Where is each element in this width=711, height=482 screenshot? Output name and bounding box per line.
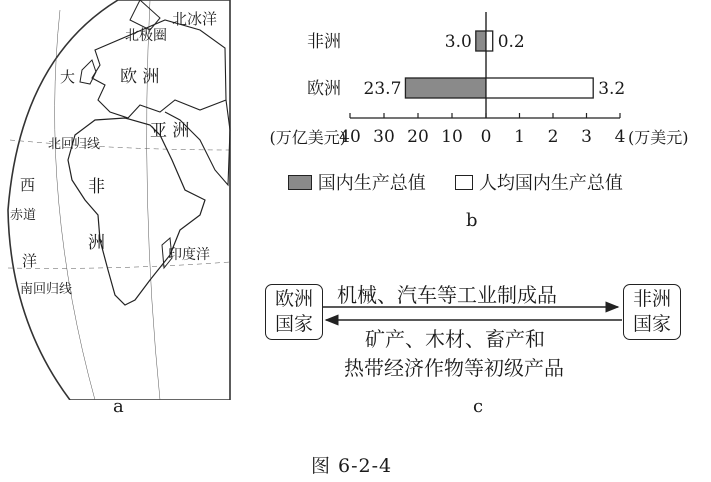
right-tick-label: 2 [547, 127, 559, 147]
panel-a-label: a [113, 396, 124, 417]
left-tick-label: 30 [373, 127, 395, 147]
map-label-equator: 赤道 [10, 208, 37, 223]
globe-outline [8, 0, 230, 400]
map-label-tropic-cancer: 北回归线 [48, 137, 101, 152]
legend-label-gdp: 国内生产总值 [317, 173, 426, 194]
africa-europe-map [0, 0, 236, 400]
panel-c-label: c [473, 396, 484, 417]
map-label-europe: 欧 洲 [120, 67, 160, 87]
left-axis-unit: (万亿美元) [269, 128, 346, 147]
map-label-atlantic-xi: 西 [20, 176, 36, 194]
top-flow-text: 机械、汽车等工业制成品 [337, 283, 557, 307]
right-tick-label: 4 [614, 127, 626, 147]
map-label-north-ice-ocean: 北冰洋 [172, 10, 218, 28]
gdp-per-capita-value-label: 0.2 [497, 32, 525, 52]
gdp-per-capita-bar [486, 31, 493, 51]
bottom-flow-text-line1: 矿产、木材、畜产和 [365, 327, 545, 351]
map-label-africa-fei: 非 [88, 177, 105, 197]
chart-legend [288, 169, 623, 195]
europe-countries-box [265, 284, 323, 340]
gdp-bar [476, 31, 486, 51]
right-tick-label: 1 [514, 127, 525, 147]
africa-countries-box [623, 284, 681, 340]
africa-box-line1: 非洲 [632, 288, 671, 310]
gdp-value-label: 23.7 [363, 79, 402, 99]
left-tick-label: 20 [407, 127, 429, 147]
map-label-tropic-capricorn: 南回归线 [20, 282, 73, 297]
category-label: 非洲 [307, 32, 341, 52]
legend-swatch-gdp [288, 175, 312, 190]
map-label-indian-ocean: 印度洋 [168, 247, 210, 263]
europe-box-line1: 欧洲 [274, 288, 313, 310]
map-label-atlantic-yang: 洋 [22, 252, 38, 270]
map-label-asia: 亚 洲 [150, 121, 190, 141]
right-axis-unit: (万美元) [628, 128, 689, 147]
figure-caption: 图 6-2-4 [311, 455, 393, 477]
category-label: 欧洲 [307, 79, 341, 99]
map-label-africa-zhou: 洲 [88, 233, 105, 253]
left-tick-label: 10 [441, 127, 463, 147]
panel-b-label: b [466, 210, 478, 231]
legend-swatch-gdp-per-capita [455, 175, 473, 190]
gdp-per-capita-value-label: 3.2 [598, 79, 626, 99]
right-tick-label: 3 [581, 127, 592, 147]
legend-label-gdp-per-capita: 人均国内生产总值 [478, 173, 623, 194]
africa-box-line2: 国家 [632, 313, 671, 335]
gdp-per-capita-bar [486, 78, 593, 98]
left-tick-label: 40 [339, 127, 361, 147]
map-label-atlantic-da: 大 [60, 68, 76, 86]
gdp-butterfly-chart [236, 0, 711, 160]
gdp-value-label: 3.0 [444, 32, 472, 52]
gdp-bar [405, 78, 486, 98]
bottom-flow-text-line2: 热带经济作物等初级产品 [344, 356, 564, 380]
left-tick-label: 0 [480, 127, 492, 147]
europe-box-line2: 国家 [274, 313, 313, 335]
map-label-arctic-circle: 北极圈 [125, 28, 167, 44]
